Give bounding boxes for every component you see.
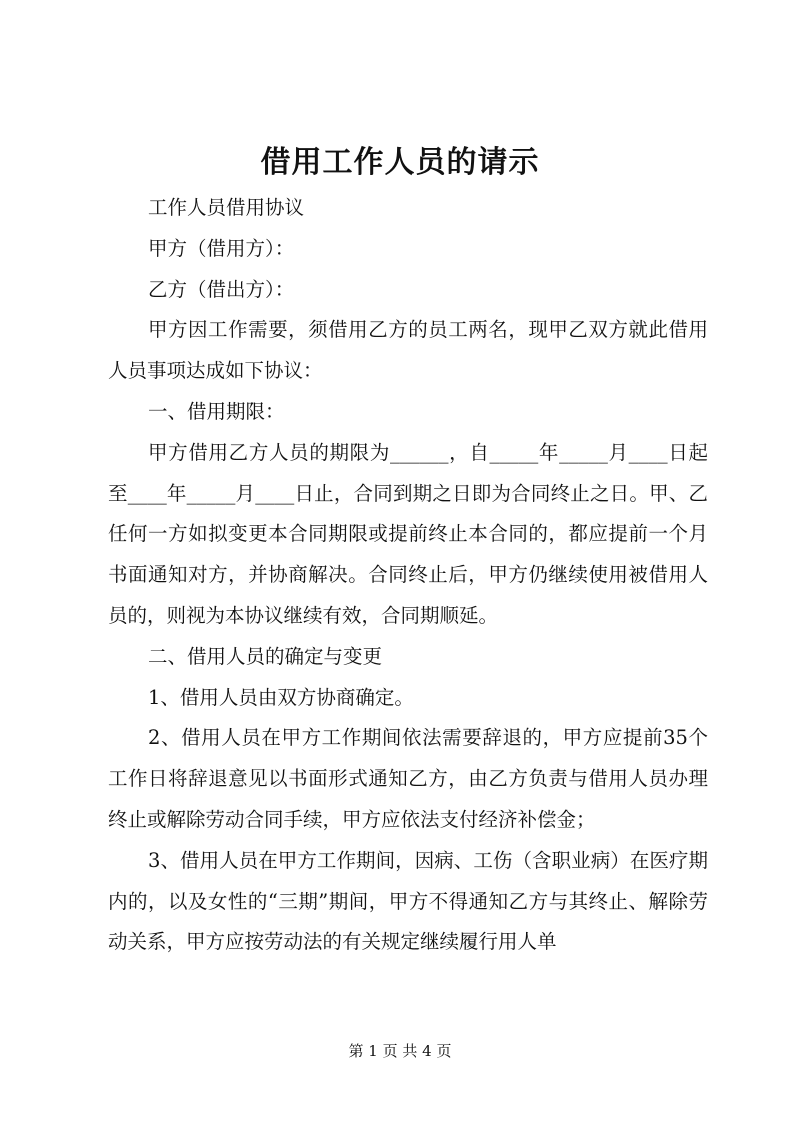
paragraph-agreement-heading: 工作人员借用协议 — [148, 196, 305, 219]
paragraph-preamble: 甲方因工作需要，须借用乙方的员工两名，现甲乙双方就此借用人员事项达成如下协议： — [108, 318, 708, 383]
paragraph-term: 甲方借用乙方人员的期限为______，自_____年_____月____日起至____年_____月____日止，合同到期之日即为合同终止之日。甲、乙任何一方如拟变更本合同期限或提前终止本合同的，都应提前一个月书面通知对方，并协商解决。合同终止后，甲方仍继续使用被借用人员的，则视为本协议继续有效，合同期顺延。 — [108, 440, 708, 627]
paragraph-clause-2: 2、借用人员在甲方工作期间依法需要辞退的，甲方应提前35个工作日将辞退意见以书面形式通知乙方，由乙方负责与借用人员办理终止或解除劳动合同手续，甲方应依法支付经济补偿金； — [108, 726, 708, 831]
document-body — [108, 188, 708, 963]
section-heading-term: 一、借用期限： — [148, 399, 285, 423]
section-heading-personnel: 二、借用人员的确定与变更 — [148, 644, 383, 668]
paragraph-party-b: 乙方（借出方）： — [148, 277, 295, 301]
document-title: 借用工作人员的请示 — [260, 145, 540, 180]
paragraph-party-a: 甲方（借用方）： — [148, 236, 295, 260]
page-footer: 第 1 页 共 4 页 — [348, 1042, 452, 1060]
paragraph-clause-1: 1、借用人员由双方协商确定。 — [148, 685, 414, 709]
paragraph-clause-3: 3、借用人员在甲方工作期间，因病、工伤（含职业病）在医疗期内的，以及女性的“三期”期间，甲方不得通知乙方与其终止、解除劳动关系，甲方应按劳动法的有关规定继续履行用人单 — [108, 848, 708, 954]
